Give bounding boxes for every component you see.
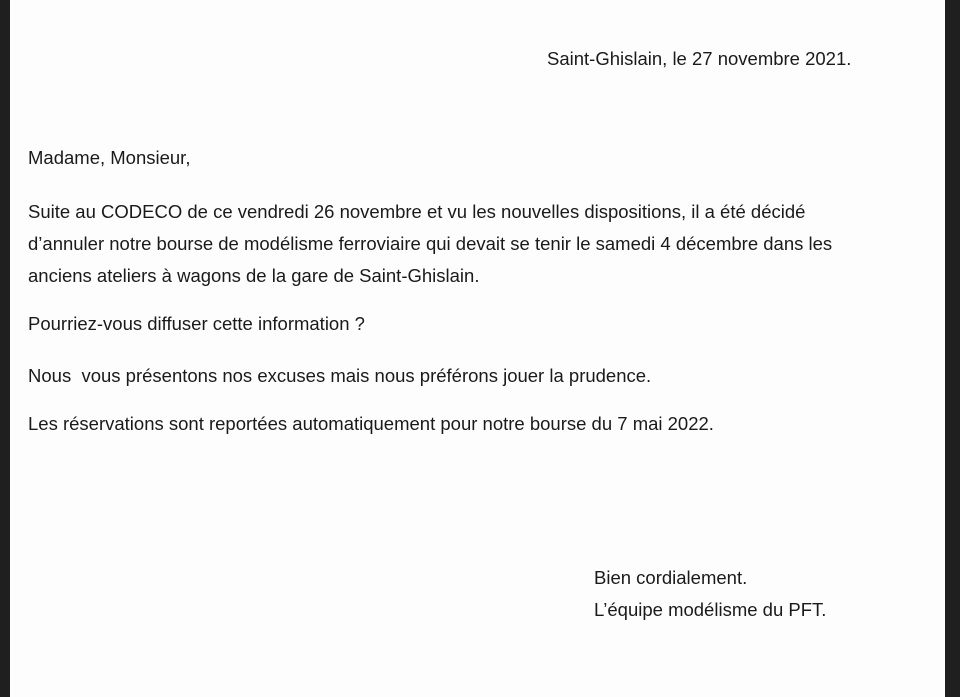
paragraph-apology: Nous vous présentons nos excuses mais nous préférons jouer la prudence.	[28, 365, 652, 386]
place-date: Saint-Ghislain, le 27 novembre 2021.	[547, 48, 852, 69]
closing-text: Bien cordialement.	[594, 567, 748, 588]
paragraph-line: anciens ateliers à wagons de la gare de Saint-Ghislain.	[28, 265, 480, 286]
paragraph-line: d’annuler notre bourse de modélisme ferroviaire qui devait se tenir le samedi 4 décembre dans les	[28, 233, 833, 254]
paragraph-cancellation	[28, 196, 928, 292]
paragraph-reservations: Les réservations sont reportées automatiquement pour notre bourse du 7 mai 2022.	[28, 413, 714, 434]
salutation: Madame, Monsieur,	[28, 147, 191, 168]
paragraph-request: Pourriez-vous diffuser cette information ?	[28, 313, 365, 334]
closing-block	[594, 562, 826, 626]
paragraph-line: Suite au CODECO de ce vendredi 26 novembre et vu les nouvelles dispositions, il a été décidé	[28, 201, 806, 222]
letter-page	[10, 0, 945, 697]
signature: L’équipe modélisme du PFT.	[594, 599, 827, 620]
